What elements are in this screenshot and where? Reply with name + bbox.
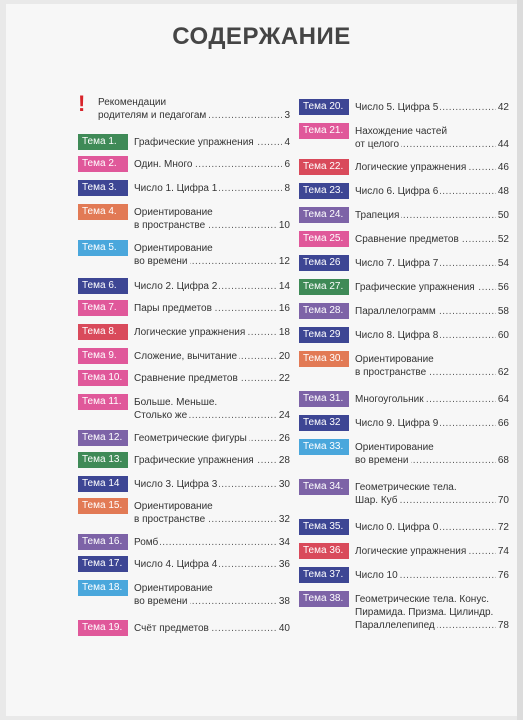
topic-badge: Тема 36. [299, 543, 349, 559]
entry-title: Шар. Куб [355, 495, 398, 506]
page-number: 70 [497, 495, 509, 506]
topic-badge: Тема 1. [78, 134, 128, 150]
topic-badge: Тема 31. [299, 391, 349, 407]
entry-title: Столько же [134, 410, 188, 421]
entry-title: Число 3. Цифра 3 [134, 479, 218, 490]
page-number: 24 [278, 410, 290, 421]
entry-title: Ориентирование [134, 501, 213, 512]
page-number: 36 [278, 559, 290, 570]
page-number: 8 [284, 183, 290, 194]
entry-title: Сложение, вычитание [134, 351, 238, 362]
topic-badge: Тема 33. [299, 439, 349, 455]
entry-title: Число 5. Цифра 5 [355, 102, 439, 113]
topic-badge: Тема 17. [78, 556, 128, 572]
entry-title: Трапеция [355, 210, 400, 221]
topic-badge: Тема 7. [78, 300, 128, 316]
entry-title: во времени [134, 256, 188, 267]
page-number: 56 [497, 282, 509, 293]
entry-title: в пространстве [134, 514, 206, 525]
page-number: 64 [497, 394, 509, 405]
page-number: 40 [278, 623, 290, 634]
page-edge [517, 0, 523, 720]
topic-badge: Тема 29 [299, 327, 349, 343]
page-number: 78 [497, 620, 509, 631]
page-number: 48 [497, 186, 509, 197]
page-number: 34 [278, 537, 290, 548]
topic-badge: Тема 27. [299, 279, 349, 295]
page-number: 58 [497, 306, 509, 317]
entry-title: Число 0. Цифра 0 [355, 522, 439, 533]
page-title: СОДЕРЖАНИЕ [172, 23, 351, 50]
topic-badge: Тема 20. [299, 99, 349, 115]
entry-title: Нахождение частей [355, 126, 448, 137]
entry-title: Ориентирование [134, 207, 213, 218]
topic-badge: Тема 14 [78, 476, 128, 492]
page-number: 46 [497, 162, 509, 173]
topic-badge: Тема 23. [299, 183, 349, 199]
entry-title: Геометрические тела. [355, 482, 457, 493]
page-number: 74 [497, 546, 509, 557]
page-number: 60 [497, 330, 509, 341]
entry-title: Ромб [134, 537, 159, 548]
entry-title: Геометрические тела. Конус. [355, 594, 489, 605]
page-number: 16 [278, 303, 290, 314]
topic-badge: Тема 15. [78, 498, 128, 514]
entry-title: родителям и педагогам [98, 110, 207, 121]
topic-badge: Тема 18. [78, 580, 128, 596]
page-number: 30 [278, 479, 290, 490]
entry-title: от целого [355, 139, 400, 150]
entry-title: Ориентирование [355, 442, 434, 453]
page-number: 76 [497, 570, 509, 581]
entry-title: Пирамида. Призма. Цилиндр. [355, 607, 494, 618]
topic-badge: Тема 3. [78, 180, 128, 196]
topic-badge: Тема 9. [78, 348, 128, 364]
topic-badge: Тема 26 [299, 255, 349, 271]
page-number: 12 [278, 256, 290, 267]
page-number: 66 [497, 418, 509, 429]
page-number: 22 [278, 373, 290, 384]
entry-title: Параллелепипед [355, 620, 435, 631]
entry-title: Логические упражнения [355, 546, 467, 557]
entry-title: Ориентирование [134, 243, 213, 254]
page-number: 62 [497, 367, 509, 378]
page-number: 42 [497, 102, 509, 113]
entry-title: Счёт предметов [134, 623, 209, 634]
topic-badge: Тема 37. [299, 567, 349, 583]
page-number: 32 [278, 514, 290, 525]
entry-title: во времени [355, 455, 409, 466]
page-number: 26 [278, 433, 290, 444]
topic-badge: Тема 6. [78, 278, 128, 294]
entry-title: Рекомендации [98, 97, 167, 108]
topic-badge: Тема 30. [299, 351, 349, 367]
entry-title: в пространстве [355, 367, 427, 378]
page-number: 20 [278, 351, 290, 362]
entry-title: Ориентирование [355, 354, 434, 365]
page-number: 44 [497, 139, 509, 150]
topic-badge: Тема 10. [78, 370, 128, 386]
entry-title: Пары предметов [134, 303, 212, 314]
entry-title: Графические упражнения [355, 282, 475, 293]
topic-badge: Тема 19. [78, 620, 128, 636]
page-number: 4 [284, 137, 290, 148]
page-number: 6 [284, 159, 290, 170]
entry-title: Геометрические фигуры [134, 433, 247, 444]
entry-title: Графические упражнения [134, 137, 254, 148]
page-number: 50 [497, 210, 509, 221]
entry-title: Ориентирование [134, 583, 213, 594]
page-number: 14 [278, 281, 290, 292]
entry-title: Многоугольник [355, 394, 424, 405]
entry-title: во времени [134, 596, 188, 607]
topic-badge: Тема 2. [78, 156, 128, 172]
entry-title: Логические упражнения [355, 162, 467, 173]
entry-title: Число 9. Цифра 9 [355, 418, 439, 429]
page-number: 52 [497, 234, 509, 245]
topic-badge: Тема 16. [78, 534, 128, 550]
topic-badge: Тема 25. [299, 231, 349, 247]
topic-badge: Тема 4. [78, 204, 128, 220]
page-number: 3 [284, 110, 290, 121]
topic-badge: Тема 34. [299, 479, 349, 495]
entry-title: Число 2. Цифра 2 [134, 281, 218, 292]
entry-title: Параллелограмм [355, 306, 436, 317]
topic-badge: Тема 24. [299, 207, 349, 223]
page-number: 72 [497, 522, 509, 533]
entry-title: Число 6. Цифра 6 [355, 186, 439, 197]
entry-title: Число 4. Цифра 4 [134, 559, 218, 570]
topic-badge: Тема 8. [78, 324, 128, 340]
topic-badge: Тема 22. [299, 159, 349, 175]
topic-badge: Тема 28. [299, 303, 349, 319]
entry-title: Сравнение предметов [355, 234, 459, 245]
topic-badge: Тема 38. [299, 591, 349, 607]
topic-badge: Тема 5. [78, 240, 128, 256]
topic-badge: Тема 32 [299, 415, 349, 431]
page-number: 54 [497, 258, 509, 269]
page-number: 38 [278, 596, 290, 607]
page-number: 10 [278, 220, 290, 231]
entry-title: Число 7. Цифра 7 [355, 258, 439, 269]
book-page [6, 4, 517, 716]
entry-title: Сравнение предметов [134, 373, 238, 384]
entry-title: Число 10 [355, 570, 398, 581]
topic-badge: Тема 13. [78, 452, 128, 468]
topic-badge: Тема 12. [78, 430, 128, 446]
entry-title: Больше. Меньше. [134, 397, 218, 408]
entry-title: Графические упражнения [134, 455, 254, 466]
entry-title: Логические упражнения [134, 327, 246, 338]
topic-badge: Тема 21. [299, 123, 349, 139]
topic-badge: Тема 35. [299, 519, 349, 535]
topic-badge: Тема 11. [78, 394, 128, 410]
page-number: 18 [278, 327, 290, 338]
page-number: 28 [278, 455, 290, 466]
entry-title: в пространстве [134, 220, 206, 231]
entry-title: Число 8. Цифра 8 [355, 330, 439, 341]
exclamation-icon: ! [78, 91, 86, 116]
page-number: 68 [497, 455, 509, 466]
entry-title: Один. Много [134, 159, 193, 170]
entry-title: Число 1. Цифра 1 [134, 183, 218, 194]
